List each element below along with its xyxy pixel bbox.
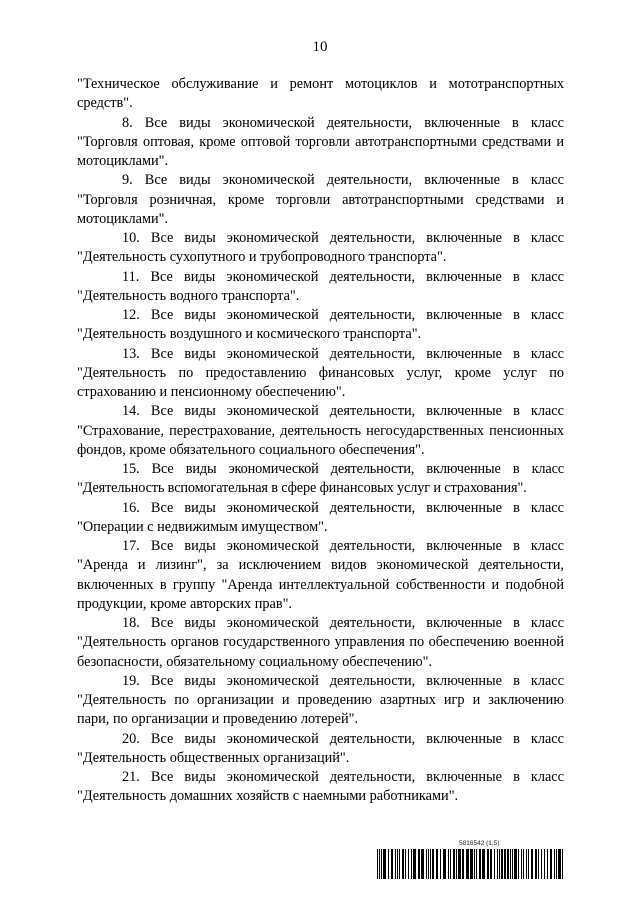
barcode-bar <box>428 849 429 879</box>
barcode-bar <box>547 849 548 879</box>
barcode-bar <box>550 849 552 879</box>
barcode-bar <box>413 849 416 879</box>
barcode-bar <box>487 849 489 879</box>
paragraph-item-10: 10. Все виды экономической деятельности, включенные в класс "Деятельность сухопутного и трубопроводного транспорта". <box>77 230 564 266</box>
barcode-bar <box>440 849 441 879</box>
document-barcode <box>376 840 566 880</box>
barcode-bar <box>391 849 393 879</box>
barcode-bar <box>521 849 522 879</box>
barcode-bar <box>531 849 533 879</box>
barcode-bar <box>479 849 481 879</box>
paragraph: "Техническое обслуживание и ремонт мотоциклов и мототранспортных средств". <box>77 76 564 112</box>
barcode-bar <box>526 849 527 879</box>
barcode-bar <box>528 849 529 879</box>
barcode-bar <box>458 849 461 879</box>
barcode-bar <box>397 849 398 879</box>
paragraph-item-14: 14. Все виды экономической деятельности, включенные в класс "Страхование, перестрахование, деятельность негосударственных пенсионных фондов, кроме обязательного социального обеспечения". <box>77 403 564 458</box>
barcode-bar <box>395 849 396 879</box>
barcode-bar <box>443 849 446 879</box>
barcode-bar <box>482 849 485 879</box>
barcode-bar <box>462 849 464 879</box>
barcode-bar <box>544 849 545 879</box>
barcode-bar <box>377 849 378 879</box>
barcode-icon <box>376 849 566 879</box>
paragraph-item-19: 19. Все виды экономической деятельности, включенные в класс "Деятельность по организации и проведению азартных игр и заключению пари, по организации и проведению лотерей". <box>77 672 564 728</box>
barcode-label: 5816542 (1.5) <box>459 840 500 847</box>
barcode-bar <box>405 849 406 879</box>
barcode-bar <box>504 849 506 879</box>
paragraph-item-21: 21. Все виды экономической деятельности, включенные в класс "Деятельность домашних хозяйств с наемными работниками". <box>77 769 564 805</box>
barcode-bar <box>514 849 517 879</box>
barcode-bar <box>408 849 409 879</box>
barcode-bar <box>562 849 563 879</box>
barcode-bar <box>474 849 475 879</box>
barcode-bar <box>448 849 449 879</box>
paragraph-item-20: 20. Все виды экономической деятельности, включенные в класс "Деятельность общественных организаций". <box>77 730 564 766</box>
barcode-bar <box>523 849 524 879</box>
barcode-bar <box>456 849 457 879</box>
paragraph-item-8: 8. Все виды экономической деятельности, включенные в класс "Торговля оптовая, кроме оптовой торговли автотранспортными средствами и мотоциклами". <box>77 114 564 169</box>
document-body <box>77 75 564 807</box>
barcode-bar <box>432 849 434 879</box>
barcode-bar <box>538 849 539 879</box>
paragraph-item-9: 9. Все виды экономической деятельности, включенные в класс "Торговля розничная, кроме торговли автотранспортными средствами и мотоциклами". <box>77 172 564 227</box>
barcode-bar <box>535 849 537 879</box>
barcode-bar <box>411 849 412 879</box>
barcode-bar <box>426 849 427 879</box>
barcode-bar <box>558 849 561 879</box>
barcode-bar <box>507 849 509 879</box>
barcode-bar <box>383 849 386 879</box>
barcode-bar <box>470 849 473 879</box>
barcode-bar <box>421 849 424 879</box>
paragraph-item-17: 17. Все виды экономической деятельности, включенные в класс "Аренда и лизинг", за исключением видов экономической деятельности, включенных в группу "Аренда интеллектуальной собственности и подобной продукции, кроме авторских прав". <box>77 538 564 612</box>
paragraph-item-13: 13. Все виды экономической деятельности, включенные в класс "Деятельность по предоставлению финансовых услуг, кроме услуг по страхованию и пенсионному обеспечению". <box>77 345 564 400</box>
barcode-bar <box>430 849 431 879</box>
barcode-bar <box>453 849 455 879</box>
barcode-bar <box>381 849 382 879</box>
barcode-bar <box>476 849 477 879</box>
page-number: 10 <box>312 39 328 55</box>
barcode-bar <box>497 849 498 879</box>
barcode-bar <box>512 849 513 879</box>
barcode-bar <box>399 849 400 879</box>
barcode-bar <box>388 849 389 879</box>
barcode-bar <box>510 849 511 879</box>
barcode-bar <box>466 849 469 879</box>
barcode-bar <box>418 849 420 879</box>
barcode-bar <box>518 849 519 879</box>
paragraph-item-15: 15. Все виды экономической деятельности, включенные в класс "Деятельность вспомогательная в сфере финансовых услуг и страхования". <box>77 461 564 497</box>
barcode-bar <box>554 849 555 879</box>
barcode-bar <box>541 849 542 879</box>
barcode-bar <box>556 849 557 879</box>
barcode-bar <box>490 849 492 879</box>
barcode-bar <box>494 849 495 879</box>
barcode-bar <box>501 849 503 879</box>
barcode-bar <box>436 849 438 879</box>
barcode-bar <box>450 849 451 879</box>
barcode-bar <box>402 849 404 879</box>
paragraph-item-11: 11. Все виды экономической деятельности, включенные в класс "Деятельность водного транспорта". <box>77 268 564 304</box>
paragraph-item-18: 18. Все виды экономической деятельности, включенные в класс "Деятельность органов государственного управления по обеспечению военной безопасности, обязательному социальному обеспечению". <box>77 615 564 670</box>
paragraph-item-16: 16. Все виды экономической деятельности, включенные в класс "Операции с недвижимым имуществом". <box>77 499 564 535</box>
barcode-bar <box>499 849 500 879</box>
barcode-bar <box>379 849 380 879</box>
paragraph-item-12: 12. Все виды экономической деятельности, включенные в класс "Деятельность воздушного и космического транспорта". <box>77 307 564 343</box>
